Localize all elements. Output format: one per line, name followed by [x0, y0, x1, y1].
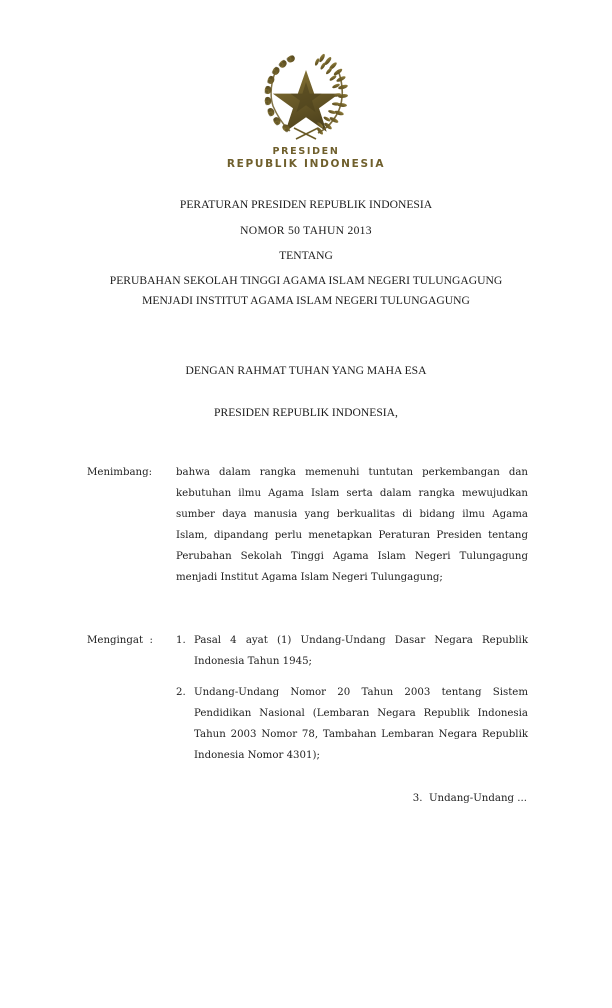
page-continuation-marker: 3. Undang-Undang ...: [412, 793, 527, 804]
list-item-number: 2.: [176, 687, 186, 698]
list-item-text: Undang-Undang Nomor 20 Tahun 2003 tentang Sistem Pendidikan Nasional (Lembaran Negara Republik Indonesia Tahun 2003 Nomor 78, Tambahan Lembaran Negara Republik Indonesia Nomor 4301);: [194, 687, 528, 761]
clause-menimbang: [87, 462, 528, 588]
clause-body-mengingat: [176, 630, 528, 809]
clause-mengingat: [87, 630, 528, 809]
title-subject-line-2: MENJADI INSTITUT AGAMA ISLAM NEGERI TULUNGAGUNG: [142, 294, 470, 308]
document-title-block: [0, 199, 612, 307]
mengingat-list-item: [176, 630, 528, 672]
letterhead-line-presiden: PRESIDEN: [272, 146, 340, 157]
menimbang-paragraph: bahwa dalam rangka memenuhi tuntutan perkembangan dan kebutuhan ilmu Agama Islam serta dalam rangka mewujudkan sumber daya manusia yang berkualitas di bidang ilmu Agama Islam, dipandang perlu menetapkan Peraturan Presiden tentang Perubahan Sekolah Tinggi Agama Islam Negeri Tulungagung menjadi Institut Agama Islam Negeri Tulungagung;: [176, 467, 528, 583]
mengingat-list-item: [176, 682, 528, 766]
title-regulation-type: PERATURAN PRESIDEN REPUBLIK INDONESIA: [179, 198, 433, 211]
list-item-number: 1.: [176, 635, 186, 646]
clause-body-menimbang: [176, 462, 528, 588]
title-tentang-label: TENTANG: [279, 249, 333, 263]
letterhead-line-republik-indonesia: REPUBLIK INDONESIA: [226, 157, 386, 170]
clause-label-menimbang: Menimbang:: [87, 467, 153, 478]
declaration-presiden-ri: PRESIDEN REPUBLIK INDONESIA,: [214, 406, 398, 419]
garuda-presidential-seal-icon: [254, 48, 358, 144]
clause-label-mengingat: Mengingat :: [87, 635, 153, 646]
continuation-spacer: [176, 766, 528, 788]
title-subject-line-1: PERUBAHAN SEKOLAH TINGGI AGAMA ISLAM NEGERI TULUNGAGUNG: [109, 273, 503, 287]
document-body: [87, 462, 528, 809]
declaration-dengan-rahmat: DENGAN RAHMAT TUHAN YANG MAHA ESA: [185, 364, 427, 377]
section-spacer: [87, 588, 528, 630]
letterhead: [0, 48, 612, 170]
list-item-text: Pasal 4 ayat (1) Undang-Undang Dasar Negara Republik Indonesia Tahun 1945;: [194, 635, 528, 667]
list-spacer: [176, 672, 528, 682]
title-number-year: NOMOR 50 TAHUN 2013: [240, 223, 372, 237]
